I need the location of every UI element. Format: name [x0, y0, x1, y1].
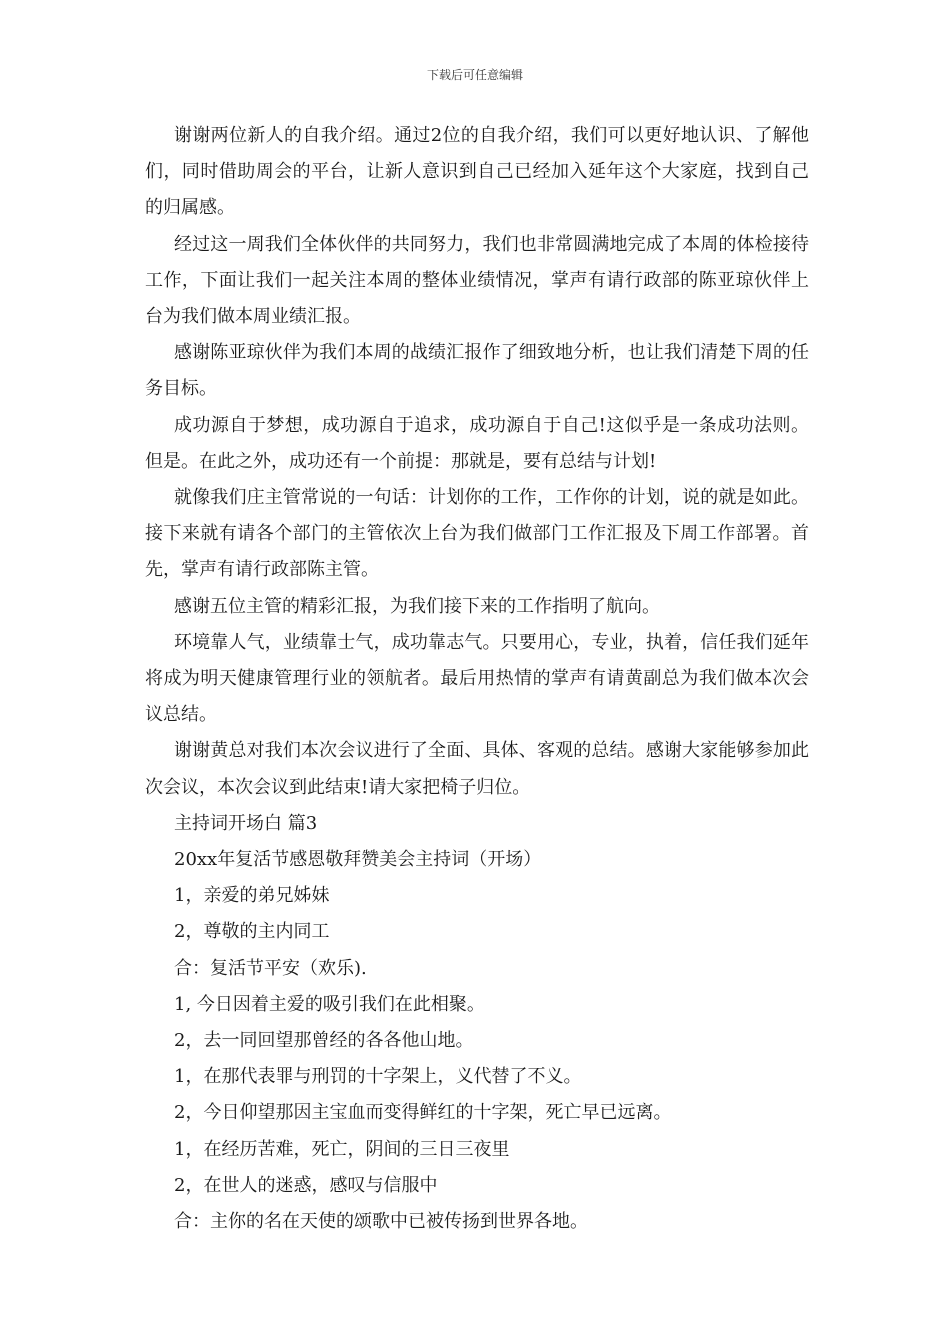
document-body — [145, 118, 809, 1240]
script-line: 合：主你的名在天使的颂歌中已被传扬到世界各地。 — [174, 1211, 588, 1233]
script-line: 1，亲爱的弟兄姊妹 — [174, 885, 330, 907]
section-heading: 主持词开场白 篇3 — [174, 812, 318, 834]
script-line: 2，在世人的迷惑，感叹与信服中 — [174, 1174, 438, 1196]
paragraph: 成功源自于梦想，成功源自于追求，成功源自于自己!这似乎是一条成功法则。但是。在此之外，成功还有一个前提：那就是，要有总结与计划! — [145, 414, 809, 472]
paragraph: 谢谢两位新人的自我介绍。通过2位的自我介绍，我们可以更好地认识、了解他们，同时借助周会的平台，让新人意识到自己已经加入延年这个大家庭，找到自己的归属感。 — [145, 125, 809, 219]
paragraph: 环境靠人气，业绩靠士气，成功靠志气。只要用心，专业，执着，信任我们延年将成为明天健康管理行业的领航者。最后用热情的掌声有请黄副总为我们做本次会议总结。 — [145, 631, 809, 726]
paragraph: 谢谢黄总对我们本次会议进行了全面、具体、客观的总结。感谢大家能够参加此次会议，本次会议到此结束!请大家把椅子归位。 — [145, 740, 809, 798]
paragraph: 感谢陈亚琼伙伴为我们本周的战绩汇报作了细致地分析，也让我们清楚下周的任务目标。 — [145, 342, 809, 400]
paragraph: 经过这一周我们全体伙伴的共同努力，我们也非常圆满地完成了本周的体检接待工作，下面让我们一起关注本周的整体业绩情况，掌声有请行政部的陈亚琼伙伴上台为我们做本周业绩汇报。 — [145, 233, 809, 328]
paragraph: 就像我们庄主管常说的一句话：计划你的工作，工作你的计划，说的就是如此。接下来就有请各个部门的主管依次上台为我们做部门工作汇报及下周工作部署。首先，掌声有请行政部陈主管。 — [145, 487, 809, 581]
script-title: 20xx年复活节感恩敬拜赞美会主持词（开场） — [174, 849, 542, 871]
script-line: 1, 今日因着主爱的吸引我们在此相聚。 — [174, 993, 485, 1015]
paragraph: 感谢五位主管的精彩汇报，为我们接下来的工作指明了航向。 — [174, 595, 660, 617]
script-line: 1，在经历苦难，死亡，阴间的三日三夜里 — [174, 1138, 510, 1160]
script-line: 2，去一同回望那曾经的各各他山地。 — [174, 1030, 474, 1052]
page-header: 下载后可任意编辑 — [426, 68, 523, 82]
script-line: 1，在那代表罪与刑罚的十字架上，义代替了不义。 — [174, 1066, 582, 1088]
script-line: 合：复活节平安（欢乐). — [174, 957, 367, 979]
script-line: 2，尊敬的主内同工 — [174, 921, 330, 943]
script-line: 2，今日仰望那因主宝血而变得鲜红的十字架，死亡早已远离。 — [174, 1102, 672, 1124]
